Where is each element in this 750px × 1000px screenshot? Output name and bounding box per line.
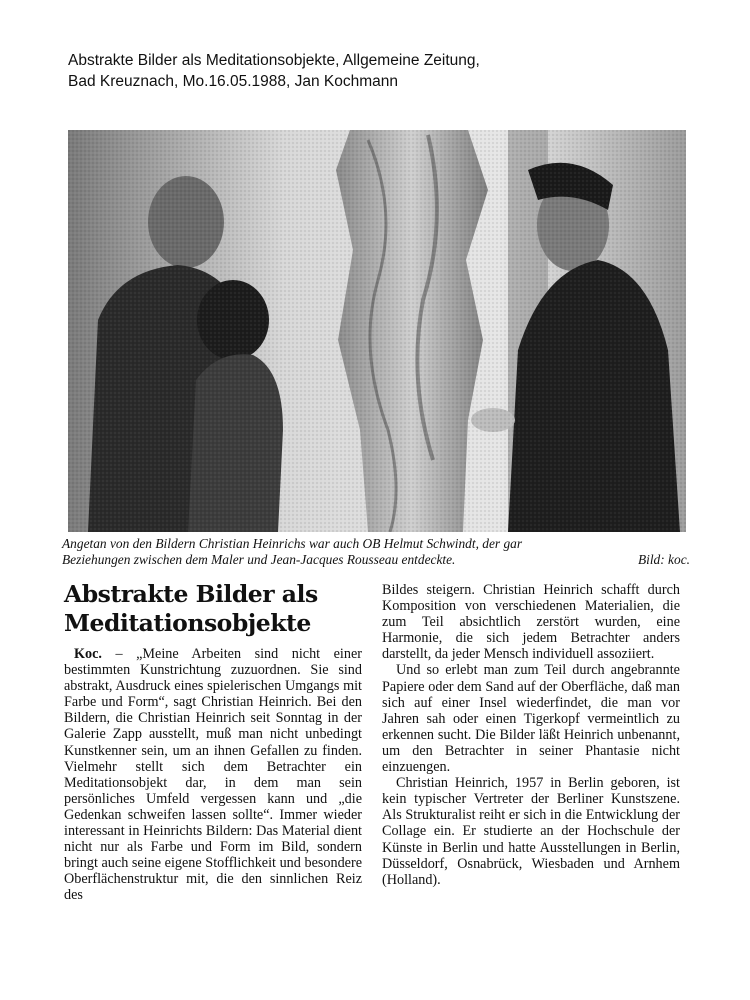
source-line-2: Bad Kreuznach, Mo.16.05.1988, Jan Kochmann (68, 73, 399, 90)
article-column-right (382, 582, 680, 888)
source-citation (68, 50, 708, 92)
article-headline (64, 580, 362, 638)
caption-line-2: Beziehungen zwischen dem Maler und Jean-Jacques Rousseau entdeckte. (62, 552, 456, 567)
caption-line-1: Angetan von den Bildern Christian Heinrichs war auch OB Helmut Schwindt, der gar (62, 536, 523, 551)
byline: Koc. (74, 646, 102, 662)
headline-line-1: Abstrakte Bilder als (64, 580, 318, 608)
paragraph-1-text: – „Meine Arbeiten sind nicht einer bestimmten Kunstrichtung zuzuordnen. Sie sind abstrakt, Ausdruck eines spielerischen Umgangs mit Farbe und Form“, sagt Christian Heinrich. Bei den Bildern, die Christian Heinrich seit Sonntag in der Galerie Zapp ausstellt, muß man nicht unbedingt Kunstkenner sein, um an ihnen Gefallen zu finden. Vielmehr stellt sich dem Betrachter ein Meditationsobjekt dar, in dem man sein persönliches Umfeld vergessen kann und „die Gedenkan schweifen lassen sollte“. Immer wieder interessant in Heinrichts Bildern: Das Material dient nicht nur als Farbe und Form im Bild, sondern bringt auch seine eigene Stofflichkeit und besondere Oberflächenstruktur mit, die den sinnlichen Reiz des (64, 646, 362, 904)
photo-caption (62, 536, 690, 568)
paragraph-4: Christian Heinrich, 1957 in Berlin geboren, ist kein typischer Vertreter der Berliner Kunstszene. Als Strukturalist reiht er sich in die Entwicklung der Collage ein. Er studierte an der Hochschule der Künste in Berlin und hatte Ausstellungen in Berlin, Düsseldorf, Osnabrück, Wiesbaden und Arnhem (Holland). (382, 775, 680, 888)
paragraph-2: Bildes steigern. Christian Heinrich schafft durch Komposition von verschiedenen Materialien, die zum Teil absichtlich zerstört wurden, eine Harmonie, die sich jedem Betrachter anders darstellt, da jeder Mensch individuell assoziiert. (382, 582, 680, 663)
source-line-1: Abstrakte Bilder als Meditationsobjekte, Allgemeine Zeitung, (68, 52, 480, 69)
article-photo (68, 130, 686, 532)
paragraph-3: Und so erlebt man zum Teil durch angebrannte Papiere oder dem Sand auf der Oberfläche, daß man sich auf einer Insel wiederfindet, die man vor Jahren sah oder einen Tigerkopf vermeintlich zu erkennen sucht. Die Bilder läßt Heinrich unbenannt, um den Betrachter in seiner Phantasie nicht einzuengen. (382, 662, 680, 776)
article-column-left (64, 580, 362, 904)
headline-line-2: Meditationsobjekte (64, 609, 311, 637)
caption-line-2-row (62, 552, 690, 568)
paragraph-1 (64, 646, 362, 904)
photo-credit: Bild: koc. (637, 552, 690, 567)
